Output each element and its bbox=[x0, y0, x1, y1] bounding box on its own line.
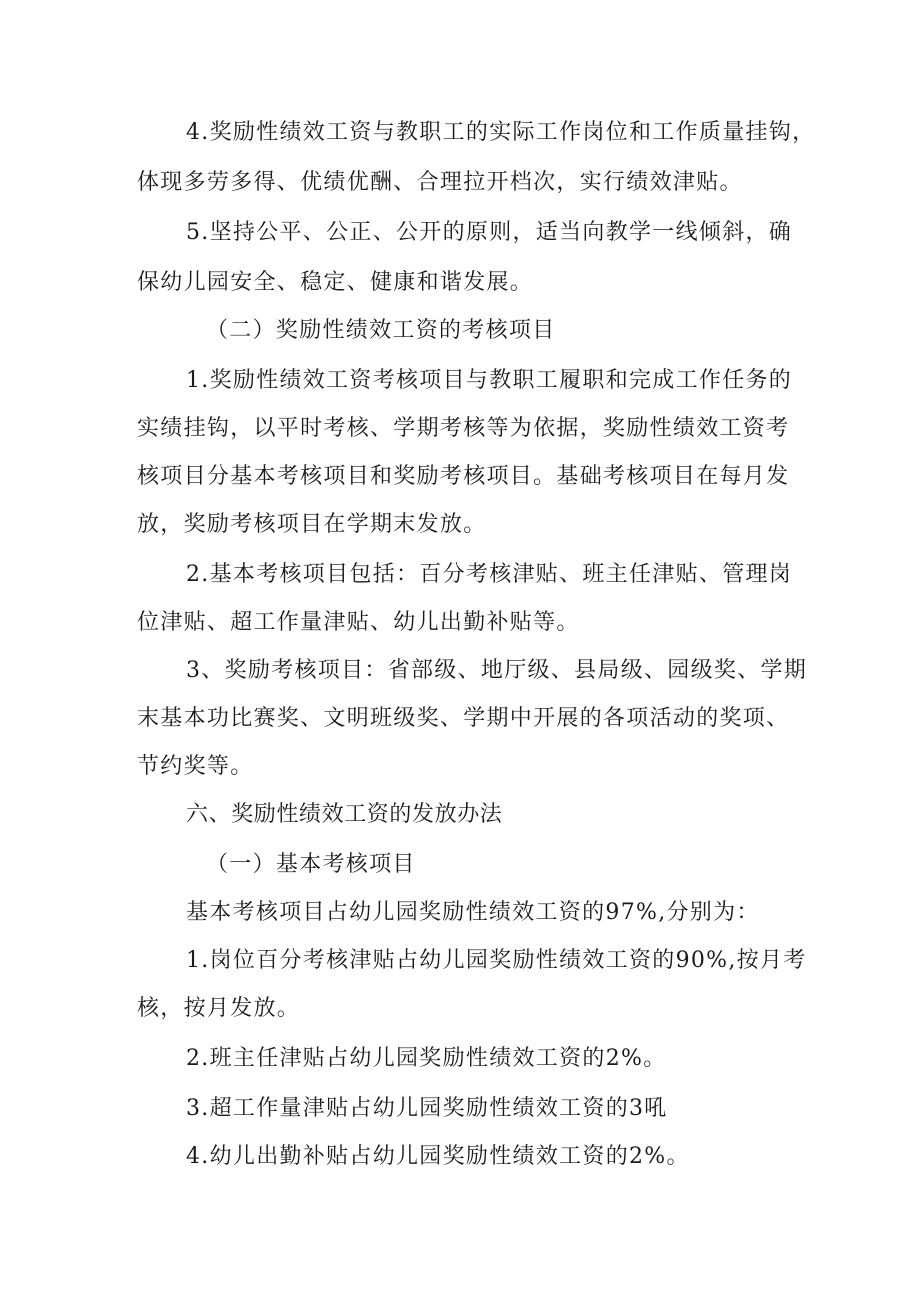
allowance-1-line-1: 1.岗位百分考核津贴占幼儿园奖励性绩效工资的90%,按月考 bbox=[186, 948, 807, 973]
section-2-title: （二）奖励性绩效工资的考核项目 bbox=[206, 318, 556, 343]
paragraph-4-line-2: 体现多劳多得、优绩优酬、合理拉开档次，实行绩效津贴。 bbox=[137, 170, 743, 195]
section-1-title: （一）基本考核项目 bbox=[206, 852, 416, 877]
item-1-line-4: 放，奖励考核项目在学期末发放。 bbox=[137, 512, 487, 537]
item-1-line-3: 核项目分基本考核项目和奖励考核项目。基础考核项目在每月发 bbox=[137, 464, 790, 489]
item-3-line-1: 3、奖励考核项目：省部级、地厅级、县局级、园级奖、学期 bbox=[186, 658, 808, 683]
basic-items-summary: 基本考核项目占幼儿园奖励性绩效工资的97%,分别为： bbox=[186, 900, 760, 925]
paragraph-5-line-1: 5.坚持公平、公正、公开的原则，适当向教学一线倾斜，确 bbox=[186, 220, 793, 245]
item-1-line-1: 1.奖励性绩效工资考核项目与教职工履职和完成工作任务的 bbox=[186, 368, 793, 393]
item-2-line-2: 位津贴、超工作量津贴、幼儿出勤补贴等。 bbox=[137, 610, 580, 635]
chapter-6-heading: 六、奖励性绩效工资的发放办法 bbox=[186, 802, 503, 827]
paragraph-5-line-2: 保幼儿园安全、稳定、健康和谐发展。 bbox=[137, 270, 534, 295]
allowance-3: 3.超工作量津贴占幼儿园奖励性绩效工资的3吼 bbox=[186, 1096, 668, 1121]
allowance-2: 2.班主任津贴占幼儿园奖励性绩效工资的2%。 bbox=[186, 1046, 667, 1071]
item-3-line-2: 末基本功比赛奖、文明班级奖、学期中开展的各项活动的奖项、 bbox=[137, 706, 790, 731]
allowance-1-line-2: 核，按月发放。 bbox=[137, 996, 301, 1021]
paragraph-4-line-1: 4.奖励性绩效工资与教职工的实际工作岗位和工作质量挂钩， bbox=[186, 120, 816, 145]
allowance-4: 4.幼儿出勤补贴占幼儿园奖励性绩效工资的2%。 bbox=[186, 1144, 690, 1169]
item-3-line-3: 节约奖等。 bbox=[137, 754, 254, 779]
item-1-line-2: 实绩挂钩，以平时考核、学期考核等为依据，奖励性绩效工资考 bbox=[137, 416, 790, 441]
item-2-line-1: 2.基本考核项目包括：百分考核津贴、班主任津贴、管理岗 bbox=[186, 562, 793, 587]
